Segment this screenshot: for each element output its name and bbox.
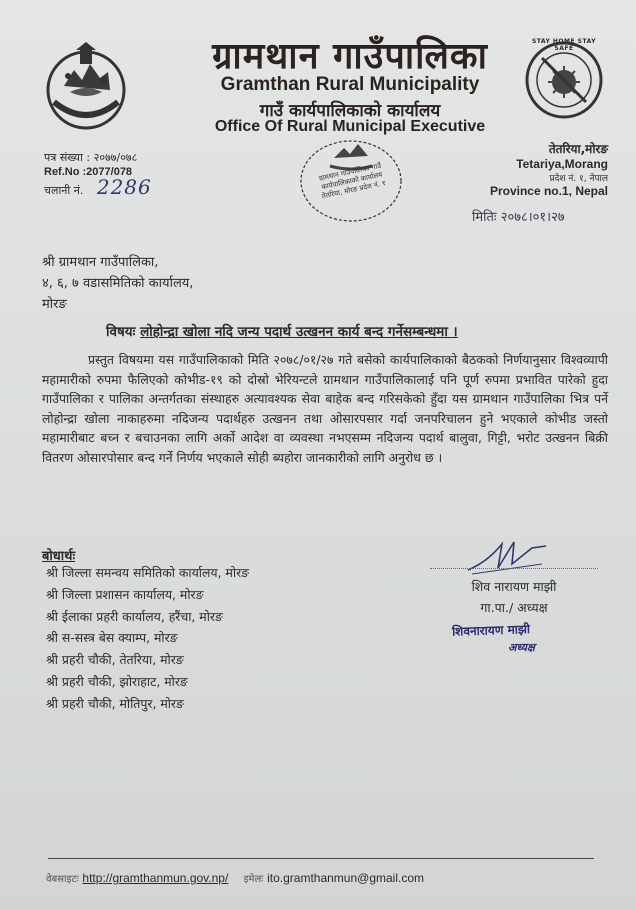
municipality-title-en: Gramthan Rural Municipality — [220, 74, 480, 95]
ref-label: Ref.No : — [44, 166, 87, 178]
recipient-line: श्री ग्रामथान गाउँपालिका, — [42, 255, 159, 270]
office-stamp — [296, 136, 406, 226]
email-label: इमेलः — [243, 874, 264, 885]
website-link[interactable]: http://gramthanmun.gov.np/ — [82, 871, 229, 885]
patra-label: पत्र संख्या : — [44, 151, 91, 164]
cc-item: श्री प्रहरी चौकी, मोतिपुर, मोरङ — [46, 695, 184, 711]
stay-home-badge — [524, 40, 604, 120]
subject-line — [106, 322, 458, 340]
signatory-title: गा.पा./ अध्यक्ष — [480, 600, 548, 615]
cc-item: श्री स-सस्त्र बेस क्याम्प, मोरङ — [46, 630, 178, 646]
reference-block — [44, 150, 152, 198]
patra-value: २०७७/०७८ — [93, 151, 138, 164]
recipient-block — [42, 252, 193, 315]
municipality-title-np: ग्रामथान गाउँपालिका — [212, 36, 488, 77]
chalani-label: चलानी नं. — [44, 184, 84, 197]
footer-divider — [48, 858, 594, 859]
subject-label: विषयः — [106, 324, 136, 340]
province-en: Province no.1, Nepal — [489, 184, 608, 198]
province-np: प्रदेश नं. १, नेपाल — [549, 174, 608, 184]
nepal-emblem-icon — [40, 40, 132, 132]
signature-icon — [462, 534, 552, 580]
virus-badge-icon — [524, 40, 604, 120]
cc-label: बोधार्थः — [42, 549, 76, 564]
cc-item: श्री प्रहरी चौकी, झोराहाट, मोरङ — [46, 673, 188, 689]
office-title-np: गाउँ कार्यपालिकाको कार्यालय — [259, 101, 441, 121]
title-stamp: अध्यक्ष — [508, 641, 535, 654]
chalani-value: 2286 — [96, 175, 152, 199]
cc-item: श्री जिल्ला समन्वय समितिको कार्यालय, मोरङ — [46, 565, 250, 580]
cc-list — [46, 562, 249, 715]
cc-item: श्री प्रहरी चौकी, तेतरिया, मोरङ — [46, 652, 184, 668]
signatory-name: शिव नारायण माझी — [471, 579, 557, 594]
recipient-line: मोरङ — [42, 297, 67, 312]
place-en: Tetariya,Morang — [516, 157, 608, 171]
name-stamp: शिवनारायण माझी — [451, 622, 531, 639]
stamp-text: ग्रामथान गाउँपालिका गाउँ कार्यपालिकाको कार्यालय तेतरिया, मोरङ प्रदेश नं. १ — [318, 161, 387, 201]
ref-value: 2077/078 — [86, 166, 133, 178]
body-paragraph: प्रस्तुत विषयमा यस गाउँपालिकाको मिति २०७८/०१/२७ गते बसेको कार्यपालिकाको बैठकको निर्णयानुसार विश्वव्यापी महामारीको रुपमा फैलिएको कोभीड-१९ को दोस्रो भेरियन्टले ग्रामथान गाउँपालिकालाई पनि पूर्ण रुपमा प्रभावित पारेको हुदा गाउँपालिका र पालिका अन्तर्गतका संस्थाहरु अत्यावश्यक सेवा बाहेक बन्द गरिसकेको हुँदा यस ग्रामथान गाउँपालिका भित्र पर्ने लोहोन्द्रा खोला नाकाहरुमा नदिजन्य पदार्थहरु उत्खनन तथा ओसारपसार गर्दा जनपरिचालन हुने भएकाले कोभीड जस्तो महामारीबाट बच्न र बचाउनका लागि अर्को आदेश वा व्यवस्था नभएसम्म नदिजन्य पदार्थ बालुवा, गिट्टी, भरोट उत्खनन बिक्री वितरण ओसारपोसार बन्द गर्ने निर्णय भएकाले सोही ब्यहोरा जानकारीको लागि अनुरोध छ । — [42, 352, 608, 465]
badge-text: STAY HOME STAY SAFE — [531, 38, 597, 52]
signatory-block — [430, 576, 598, 618]
signature-line — [430, 568, 598, 569]
address-block — [468, 140, 608, 198]
cc-item: श्री जिल्ला प्रशासन कार्यालय, मोरङ — [46, 586, 204, 602]
website-label: वेबसाइटः — [46, 874, 79, 885]
place-np: तेतरिया,मोरङ — [548, 142, 608, 156]
footer — [46, 871, 424, 885]
email-link[interactable]: ito.gramthanmun@gmail.com — [267, 871, 425, 885]
office-title-en: Office Of Rural Municipal Executive — [214, 118, 486, 135]
date-label: मितिः — [472, 210, 497, 225]
subject-text: लोहोन्द्रा खोला नदि जन्य पदार्थ उत्खनन कार्य बन्द गर्नेसम्बन्धमा । — [140, 324, 458, 340]
letter-date — [472, 207, 565, 225]
recipient-line: ४, ६, ७ वडासमितिको कार्यालय, — [42, 276, 194, 291]
date-value: २०७८।०१।२७ — [500, 210, 565, 225]
cc-item: श्री ईलाका प्रहरी कार्यालय, हरैंचा, मोरङ — [46, 608, 223, 624]
